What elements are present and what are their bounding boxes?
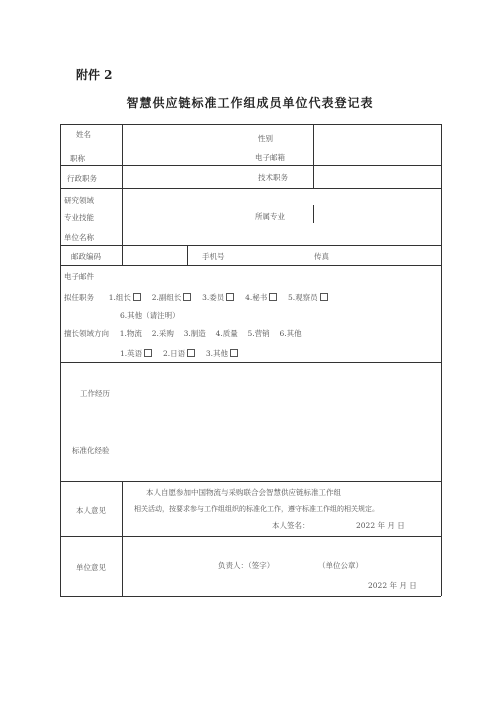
position-label: 行政职务 [67,174,97,183]
work-option: 4.质量 [215,329,238,338]
unit-date: 2022 年 月 日 [368,581,417,590]
role-label: 拟任职务 [64,293,94,302]
self-date: 2022 年 月 日 [356,521,405,530]
email-label: 电子邮件 [64,272,94,281]
name-label: 姓名 [76,130,91,139]
table-border-right [441,124,442,596]
col-divider [187,245,188,265]
work-option: 2.采购 [151,329,174,338]
role-checkbox[interactable] [183,293,191,301]
lang-checkbox[interactable] [230,349,238,357]
lang-option: 2.日语 [162,349,186,358]
row-divider [60,362,441,363]
row-divider [60,245,441,246]
table-border-left [60,124,61,596]
work-label: 擅长领域方向 [64,329,109,338]
col-divider [313,124,314,188]
phone-label: 电子邮箱 [255,153,285,162]
lang-checkbox[interactable] [187,349,195,357]
work-row [64,330,302,338]
unit-label: 单位名称 [64,233,94,242]
major-label-2: 专业技能 [64,213,94,222]
role-checkbox[interactable] [320,293,328,301]
col-divider [122,124,123,265]
row-divider [60,536,441,537]
self-opinion-text-2: 相关活动，按要求参与工作组组织的标准化工作，遵守标准工作组的相关规定。 [134,505,379,513]
lang-row [120,349,238,358]
mobile-label: 手机号 [202,252,225,261]
work-option: 5.营销 [247,329,270,338]
title-label: 职称 [70,154,85,163]
table-border-bottom [60,596,441,597]
annex-label: 附件 2 [76,68,113,82]
field-label: 所属专业 [255,212,285,221]
row-divider [60,481,441,482]
row-divider [60,165,441,166]
role-option: 2.副组长 [151,293,182,302]
major-label-1: 研究领域 [64,196,94,205]
role-checkbox[interactable] [133,293,141,301]
leader-signature: 负责人：（签字） [218,561,275,570]
work-option: 3.制造 [183,329,206,338]
role-option: 4.秘书 [245,293,268,302]
role-option: 3.委员 [202,293,225,302]
standardization-label: 标准化经验 [72,446,110,455]
role-row [64,293,328,302]
self-opinion-label: 本人意见 [76,506,106,515]
lang-option: 3.其他 [205,349,229,358]
experience-label: 工作经历 [80,389,110,398]
row-divider [60,188,441,189]
unit-seal: （单位公章） [318,561,363,570]
role-other: 6.其他（请注明） [120,311,180,320]
lang-option: 1.英语 [120,349,143,358]
fax-label: 传真 [314,252,329,261]
form-title: 智慧供应链标准工作组成员单位代表登记表 [126,96,374,110]
role-checkbox[interactable] [269,293,277,301]
lang-checkbox[interactable] [144,349,152,357]
self-signature: 本人签名： [272,521,310,530]
role-option: 5.观察员 [288,293,318,302]
role-checkbox[interactable] [226,293,234,301]
col-divider [313,205,314,223]
unit-opinion-label: 单位意见 [76,563,106,572]
col-divider [122,481,123,596]
row-divider [60,265,441,266]
gender-label: 性别 [258,134,273,143]
self-opinion-text-1: 本人自愿参加中国物流与采购联合会智慧供应链标准工作组 [146,488,341,497]
table-border-top [60,124,441,125]
work-option: 6.其他 [279,329,302,338]
tech-position-label: 技术职务 [258,173,288,182]
role-option: 1.组长 [108,293,131,302]
work-option: 1.物流 [119,329,142,338]
postal-label: 邮政编码 [71,252,101,261]
